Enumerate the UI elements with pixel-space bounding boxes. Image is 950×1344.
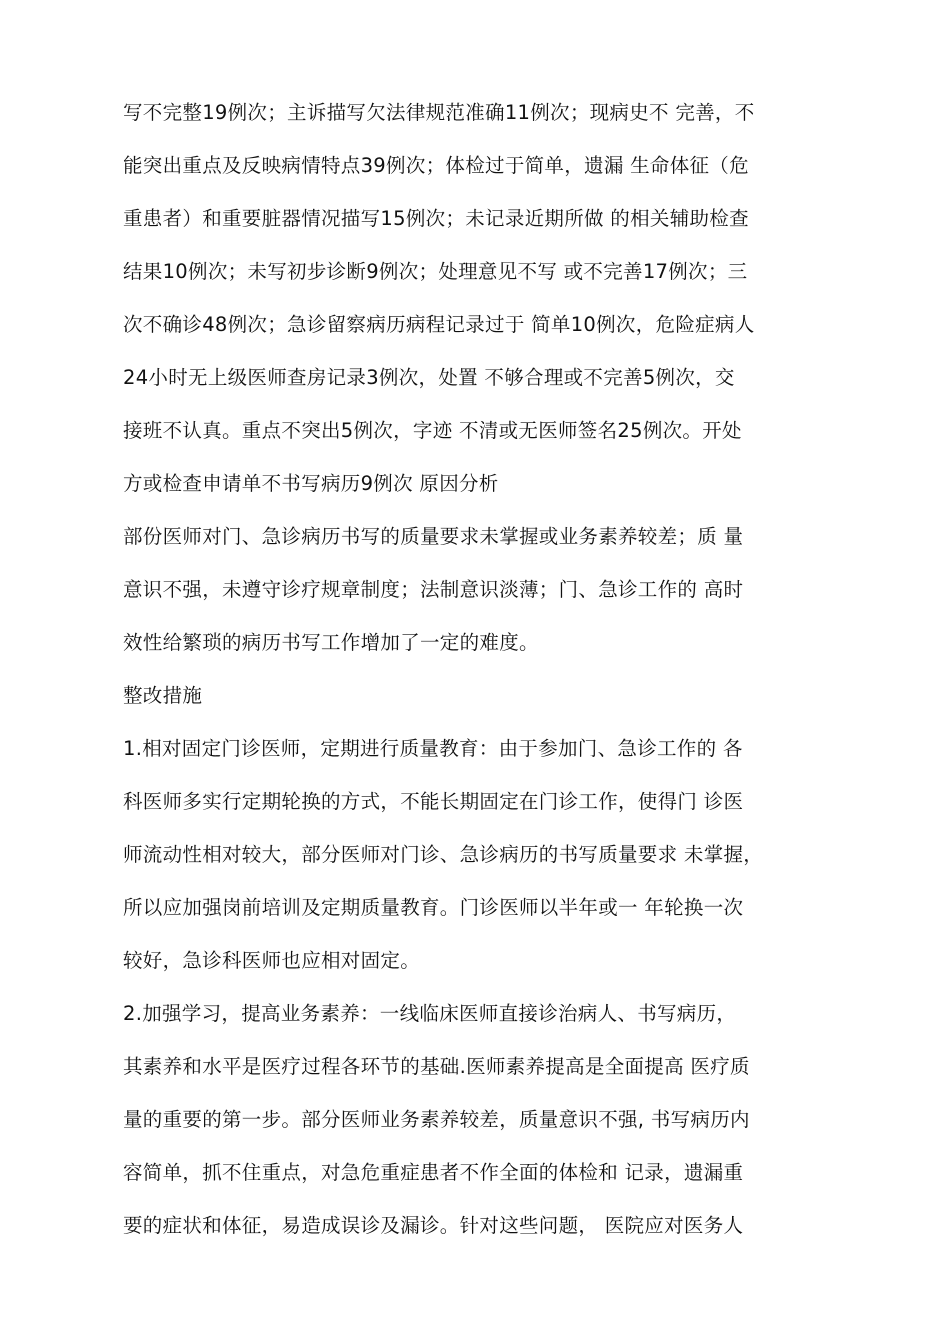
text-line: 较好，急诊科医师也应相对固定。 <box>123 949 421 972</box>
text-line: 要的症状和体征，易造成误诊及漏诊。针对这些问题， 医院应对医务人 <box>123 1214 744 1237</box>
list-item-2-line: 2.加强学习，提高业务素养：一线临床医师直接诊治病人、书写病历， <box>123 1002 737 1025</box>
section-heading: 整改措施 <box>123 684 203 707</box>
text-line: 师流动性相对较大，部分医师对门诊、急诊病历的书写质量要求 未掌握， <box>123 843 764 866</box>
text-line: 所以应加强岗前培训及定期质量教育。门诊医师以半年或一 年轮换一次 <box>123 896 744 919</box>
text-line: 量的重要的第一步。部分医师业务素养较差，质量意识不强, 书写病历内 <box>123 1108 750 1131</box>
text-line: 24小时无上级医师查房记录3例次，处置 不够合理或不完善5例次，交 <box>123 366 735 389</box>
text-line: 效性给繁琐的病历书写工作增加了一定的难度。 <box>123 631 539 654</box>
text-line: 容简单，抓不住重点，对急危重症患者不作全面的体检和 记录，遗漏重 <box>123 1161 744 1184</box>
section-heading-inline: 方或检查申请单不书写病历9例次 原因分析 <box>123 472 499 495</box>
text-line: 结果10例次；未写初步诊断9例次；处理意见不写 或不完善17例次；三 <box>123 260 748 283</box>
text-line: 重患者）和重要脏器情况描写15例次；未记录近期所做 的相关辅助检查 <box>123 207 749 230</box>
text-line: 意识不强，未遵守诊疗规章制度；法制意识淡薄；门、急诊工作的 高时 <box>123 578 744 601</box>
text-line: 次不确诊48例次；急诊留察病历病程记录过于 简单10例次，危险症病人 <box>123 313 755 336</box>
text-line: 接班不认真。重点不突出5例次，字迹 不清或无医师签名25例次。开处 <box>123 419 742 442</box>
text-line: 写不完整19例次；主诉描写欠法律规范准确11例次；现病史不 完善，不 <box>123 101 755 124</box>
text-line: 部份医师对门、急诊病历书写的质量要求未掌握或业务素养较差；质 量 <box>123 525 744 548</box>
text-line: 能突出重点及反映病情特点39例次；体检过于简单，遗漏 生命体征（危 <box>123 154 749 177</box>
list-item-1-line: 1.相对固定门诊医师，定期进行质量教育：由于参加门、急诊工作的 各 <box>123 737 743 760</box>
text-line: 科医师多实行定期轮换的方式，不能长期固定在门诊工作，使得门 诊医 <box>123 790 744 813</box>
text-line: 其素养和水平是医疗过程各环节的基础.医师素养提高是全面提高 医疗质 <box>123 1055 750 1078</box>
